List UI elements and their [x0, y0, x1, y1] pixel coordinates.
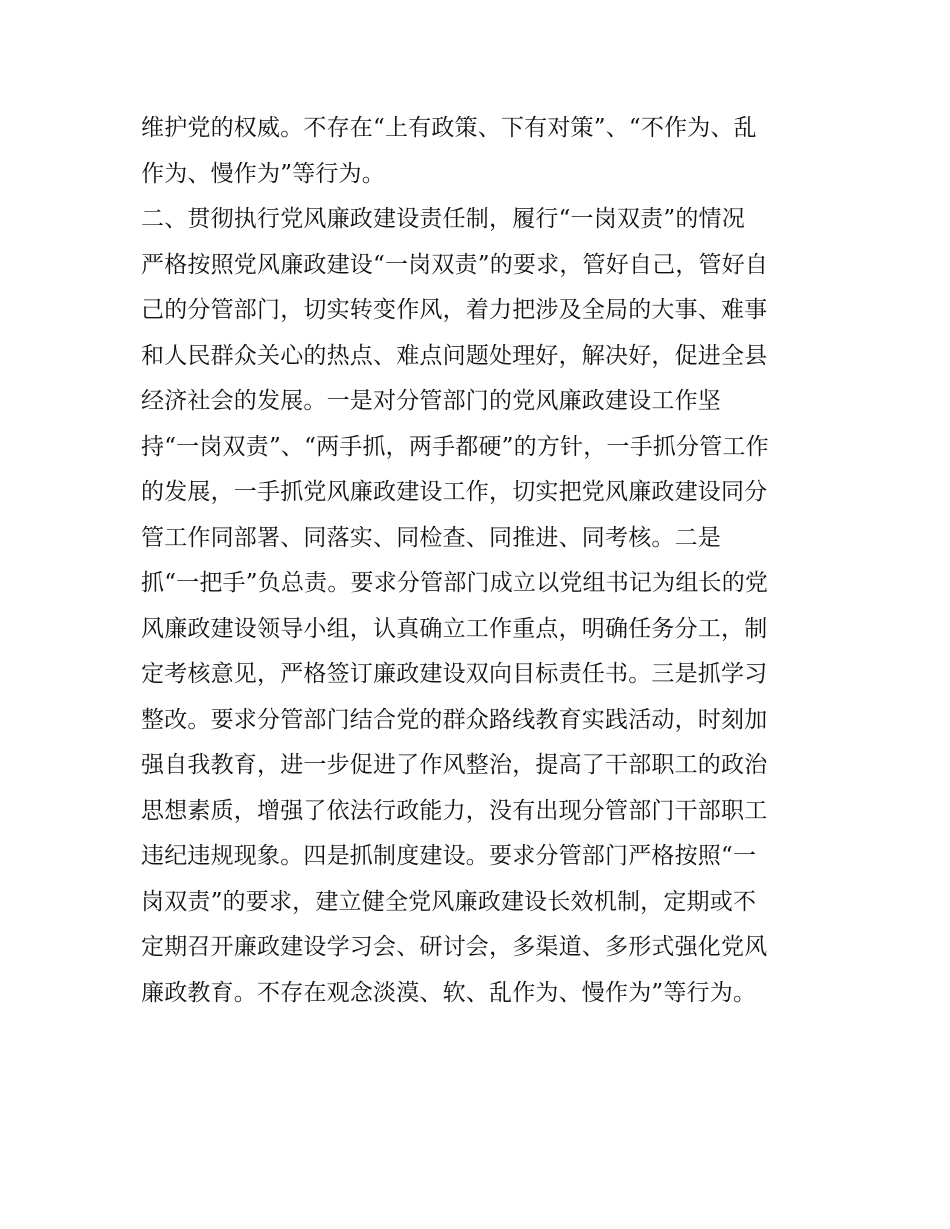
text-line: 作为、慢作为”等行为。 [141, 160, 385, 187]
text-line: 的发展，一手抓党风廉政建设工作，切实把党风廉政建设同分 [141, 479, 768, 505]
text-line: 严格按照党风廉政建设“一岗双责”的要求，管好自己，管好自 [141, 251, 769, 278]
text-line: 经济社会的发展。一是对分管部门的党风廉政建设工作坚 [141, 388, 721, 414]
text-line: 和人民群众关心的热点、难点问题处理好，解决好，促进全县 [141, 342, 768, 369]
text-line: 强自我教育，进一步促进了作风整治，提高了干部职工的政治 [141, 752, 768, 778]
text-line: 整改。要求分管部门结合党的群众路线教育实践活动，时刻加 [141, 706, 768, 733]
document-body [141, 106, 821, 1016]
text-line: 定期召开廉政建设学习会、研讨会，多渠道、多形式强化党风 [141, 934, 768, 960]
section-heading: 二、贯彻执行党风廉政建设责任制，履行“一岗双责”的情况 [141, 206, 745, 232]
text-line: 己的分管部门，切实转变作风，着力把涉及全局的大事、难事 [141, 297, 768, 323]
text-line: 违纪违规现象。四是抓制度建设。要求分管部门严格按照“一 [141, 843, 757, 869]
text-line: 持“一岗双责”、“两手抓，两手都硬”的方针，一手抓分管工作 [141, 433, 769, 460]
text-line: 廉政教育。不存在观念淡漠、软、乱作为、慢作为”等行为。 [141, 979, 757, 1006]
text-line: 定考核意见，严格签订廉政建设双向目标责任书。三是抓学习 [141, 661, 768, 687]
text-line: 岗双责”的要求，建立健全党风廉政建设长效机制，定期或不 [141, 888, 757, 915]
text-line: 抓“一把手”负总责。要求分管部门成立以党组书记为组长的党 [141, 570, 769, 596]
text-line: 思想素质，增强了依法行政能力，没有出现分管部门干部职工 [141, 797, 768, 824]
text-line: 风廉政建设领导小组，认真确立工作重点，明确任务分工，制 [141, 615, 768, 642]
text-line: 维护党的权威。不存在“上有政策、下有对策”、“不作为、乱 [141, 115, 757, 141]
text-line: 管工作同部署、同落实、同检查、同推进、同考核。二是 [141, 524, 721, 551]
